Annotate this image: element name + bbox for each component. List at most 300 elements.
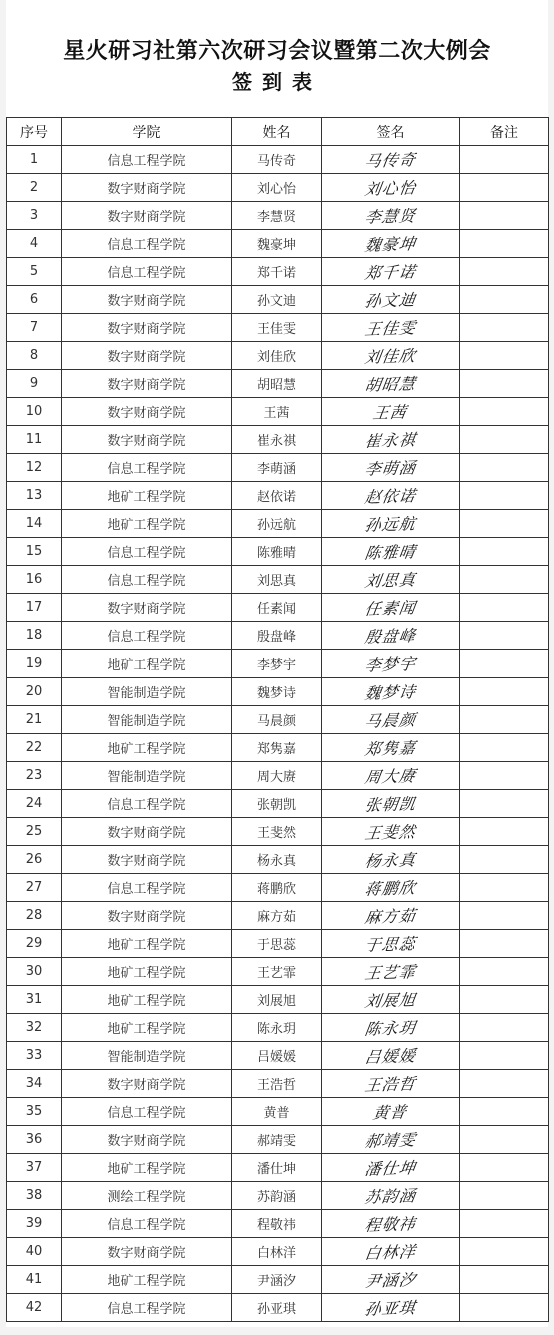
row-college-cell: 数字财商学院 — [62, 314, 232, 342]
row-name-cell: 黄普 — [232, 1098, 322, 1126]
column-header-name: 姓名 — [232, 118, 322, 146]
table-row — [7, 1042, 549, 1070]
row-college-cell: 数字财商学院 — [62, 594, 232, 622]
row-seq-cell: 35 — [7, 1098, 62, 1126]
row-college-cell: 地矿工程学院 — [62, 650, 232, 678]
row-seq-cell: 1 — [7, 146, 62, 174]
row-signature-cell — [322, 370, 460, 398]
row-signature-cell — [322, 762, 460, 790]
handwritten-signature: 刘思真 — [363, 570, 418, 591]
row-name-cell: 陈雅晴 — [232, 538, 322, 566]
row-remark-cell — [460, 1154, 549, 1182]
row-college-cell: 测绘工程学院 — [62, 1182, 232, 1210]
row-seq-cell: 13 — [7, 482, 62, 510]
row-college-cell: 地矿工程学院 — [62, 482, 232, 510]
handwritten-signature: 马晨颜 — [363, 710, 418, 731]
row-seq-cell: 24 — [7, 790, 62, 818]
table-row — [7, 762, 549, 790]
row-seq-cell: 12 — [7, 454, 62, 482]
row-remark-cell — [460, 622, 549, 650]
table-row — [7, 706, 549, 734]
row-remark-cell — [460, 258, 549, 286]
row-name-cell: 张朝凯 — [232, 790, 322, 818]
row-seq-cell: 2 — [7, 174, 62, 202]
table-row — [7, 230, 549, 258]
row-remark-cell — [460, 538, 549, 566]
handwritten-signature: 魏豪坤 — [363, 234, 418, 255]
table-row — [7, 1154, 549, 1182]
row-name-cell: 郑千诺 — [232, 258, 322, 286]
row-remark-cell — [460, 594, 549, 622]
table-row — [7, 846, 549, 874]
row-remark-cell — [460, 314, 549, 342]
row-remark-cell — [460, 706, 549, 734]
row-name-cell: 魏梦诗 — [232, 678, 322, 706]
row-seq-cell: 7 — [7, 314, 62, 342]
row-remark-cell — [460, 286, 549, 314]
row-college-cell: 地矿工程学院 — [62, 930, 232, 958]
row-seq-cell: 22 — [7, 734, 62, 762]
handwritten-signature: 吕媛媛 — [363, 1046, 418, 1067]
row-remark-cell — [460, 230, 549, 258]
row-name-cell: 蒋鹏欣 — [232, 874, 322, 902]
table-row — [7, 370, 549, 398]
row-remark-cell — [460, 874, 549, 902]
row-name-cell: 郑隽嘉 — [232, 734, 322, 762]
handwritten-signature: 王斐然 — [363, 822, 418, 843]
row-name-cell: 王斐然 — [232, 818, 322, 846]
row-signature-cell — [322, 706, 460, 734]
handwritten-signature: 孙文迪 — [363, 290, 418, 311]
row-signature-cell — [322, 846, 460, 874]
row-signature-cell — [322, 1070, 460, 1098]
table-header-row — [7, 118, 549, 146]
table-row — [7, 1294, 549, 1322]
row-signature-cell — [322, 1126, 460, 1154]
row-remark-cell — [460, 650, 549, 678]
row-seq-cell: 29 — [7, 930, 62, 958]
page-edge-bottom — [0, 1327, 554, 1335]
table-row — [7, 1238, 549, 1266]
row-signature-cell — [322, 874, 460, 902]
row-signature-cell — [322, 566, 460, 594]
row-name-cell: 殷盘峰 — [232, 622, 322, 650]
column-header-signature: 签名 — [322, 118, 460, 146]
row-remark-cell — [460, 1042, 549, 1070]
column-header-remark: 备注 — [460, 118, 549, 146]
row-name-cell: 孙文迪 — [232, 286, 322, 314]
table-row — [7, 790, 549, 818]
row-name-cell: 李梦宇 — [232, 650, 322, 678]
row-college-cell: 信息工程学院 — [62, 538, 232, 566]
row-name-cell: 杨永真 — [232, 846, 322, 874]
row-signature-cell — [322, 258, 460, 286]
table-row — [7, 930, 549, 958]
row-signature-cell — [322, 1154, 460, 1182]
row-college-cell: 智能制造学院 — [62, 706, 232, 734]
handwritten-signature: 尹涵汐 — [363, 1270, 418, 1291]
row-college-cell: 地矿工程学院 — [62, 1266, 232, 1294]
row-seq-cell: 32 — [7, 1014, 62, 1042]
row-signature-cell — [322, 1294, 460, 1322]
row-remark-cell — [460, 370, 549, 398]
row-name-cell: 苏韵涵 — [232, 1182, 322, 1210]
row-signature-cell — [322, 174, 460, 202]
row-signature-cell — [322, 958, 460, 986]
row-seq-cell: 4 — [7, 230, 62, 258]
row-college-cell: 数字财商学院 — [62, 902, 232, 930]
row-seq-cell: 41 — [7, 1266, 62, 1294]
row-seq-cell: 15 — [7, 538, 62, 566]
row-remark-cell — [460, 566, 549, 594]
handwritten-signature: 陈雅晴 — [363, 542, 418, 563]
table-body — [7, 146, 549, 1322]
row-signature-cell — [322, 1210, 460, 1238]
row-signature-cell — [322, 1182, 460, 1210]
row-seq-cell: 27 — [7, 874, 62, 902]
handwritten-signature: 郝靖雯 — [363, 1130, 418, 1151]
row-remark-cell — [460, 174, 549, 202]
table-row — [7, 538, 549, 566]
row-remark-cell — [460, 1014, 549, 1042]
handwritten-signature: 王艺霏 — [363, 962, 418, 983]
table-row — [7, 1014, 549, 1042]
row-seq-cell: 5 — [7, 258, 62, 286]
row-signature-cell — [322, 678, 460, 706]
row-seq-cell: 20 — [7, 678, 62, 706]
row-signature-cell — [322, 930, 460, 958]
row-college-cell: 数字财商学院 — [62, 1238, 232, 1266]
handwritten-signature: 魏梦诗 — [363, 682, 418, 703]
row-college-cell: 信息工程学院 — [62, 146, 232, 174]
table-row — [7, 1070, 549, 1098]
row-seq-cell: 14 — [7, 510, 62, 538]
row-name-cell: 王浩哲 — [232, 1070, 322, 1098]
row-seq-cell: 40 — [7, 1238, 62, 1266]
row-signature-cell — [322, 902, 460, 930]
row-remark-cell — [460, 1210, 549, 1238]
row-name-cell: 麻方茹 — [232, 902, 322, 930]
handwritten-signature: 郑隽嘉 — [363, 738, 418, 759]
handwritten-signature: 蒋鹏欣 — [363, 878, 418, 899]
row-seq-cell: 34 — [7, 1070, 62, 1098]
row-college-cell: 数字财商学院 — [62, 174, 232, 202]
table-row — [7, 454, 549, 482]
handwritten-signature: 李萌涵 — [363, 458, 418, 479]
row-college-cell: 信息工程学院 — [62, 622, 232, 650]
row-remark-cell — [460, 958, 549, 986]
handwritten-signature: 郑千诺 — [363, 262, 418, 283]
row-remark-cell — [460, 846, 549, 874]
row-signature-cell — [322, 314, 460, 342]
row-remark-cell — [460, 1294, 549, 1322]
row-seq-cell: 11 — [7, 426, 62, 454]
row-seq-cell: 25 — [7, 818, 62, 846]
row-signature-cell — [322, 342, 460, 370]
handwritten-signature: 白林洋 — [363, 1242, 418, 1263]
row-signature-cell — [322, 146, 460, 174]
row-college-cell: 智能制造学院 — [62, 1042, 232, 1070]
handwritten-signature: 王茜 — [371, 402, 409, 423]
row-college-cell: 信息工程学院 — [62, 230, 232, 258]
handwritten-signature: 胡昭慧 — [363, 374, 418, 395]
row-college-cell: 数字财商学院 — [62, 342, 232, 370]
row-remark-cell — [460, 1266, 549, 1294]
row-seq-cell: 21 — [7, 706, 62, 734]
handwritten-signature: 程敬祎 — [363, 1214, 418, 1235]
handwritten-signature: 崔永祺 — [363, 430, 418, 451]
row-remark-cell — [460, 202, 549, 230]
handwritten-signature: 王浩哲 — [363, 1074, 418, 1095]
row-seq-cell: 3 — [7, 202, 62, 230]
table-row — [7, 650, 549, 678]
table-row — [7, 566, 549, 594]
table-row — [7, 622, 549, 650]
row-remark-cell — [460, 454, 549, 482]
table-row — [7, 1210, 549, 1238]
row-name-cell: 王艺霏 — [232, 958, 322, 986]
row-signature-cell — [322, 482, 460, 510]
row-college-cell: 信息工程学院 — [62, 454, 232, 482]
table-row — [7, 678, 549, 706]
column-header-college: 学院 — [62, 118, 232, 146]
table-row — [7, 594, 549, 622]
handwritten-signature: 马传奇 — [363, 150, 418, 171]
row-signature-cell — [322, 510, 460, 538]
table-row — [7, 818, 549, 846]
table-row — [7, 426, 549, 454]
handwritten-signature: 赵依诺 — [363, 486, 418, 507]
row-seq-cell: 38 — [7, 1182, 62, 1210]
row-remark-cell — [460, 734, 549, 762]
row-college-cell: 智能制造学院 — [62, 678, 232, 706]
row-remark-cell — [460, 1070, 549, 1098]
row-signature-cell — [322, 650, 460, 678]
row-name-cell: 程敬祎 — [232, 1210, 322, 1238]
row-remark-cell — [460, 930, 549, 958]
row-seq-cell: 33 — [7, 1042, 62, 1070]
row-name-cell: 周大赓 — [232, 762, 322, 790]
row-name-cell: 刘展旭 — [232, 986, 322, 1014]
row-name-cell: 王佳雯 — [232, 314, 322, 342]
table-row — [7, 874, 549, 902]
row-college-cell: 地矿工程学院 — [62, 986, 232, 1014]
table-row — [7, 482, 549, 510]
handwritten-signature: 苏韵涵 — [363, 1186, 418, 1207]
row-seq-cell: 9 — [7, 370, 62, 398]
row-signature-cell — [322, 1266, 460, 1294]
handwritten-signature: 潘仕坤 — [363, 1158, 418, 1179]
row-name-cell: 尹涵汐 — [232, 1266, 322, 1294]
row-college-cell: 信息工程学院 — [62, 1098, 232, 1126]
row-signature-cell — [322, 734, 460, 762]
row-college-cell: 数字财商学院 — [62, 1126, 232, 1154]
row-seq-cell: 36 — [7, 1126, 62, 1154]
row-remark-cell — [460, 1098, 549, 1126]
handwritten-signature: 陈永玥 — [363, 1018, 418, 1039]
table-row — [7, 342, 549, 370]
handwritten-signature: 王佳雯 — [363, 318, 418, 339]
table-row — [7, 1126, 549, 1154]
row-name-cell: 胡昭慧 — [232, 370, 322, 398]
row-seq-cell: 26 — [7, 846, 62, 874]
handwritten-signature: 麻方茹 — [363, 906, 418, 927]
row-seq-cell: 16 — [7, 566, 62, 594]
table-row — [7, 146, 549, 174]
row-signature-cell — [322, 286, 460, 314]
row-college-cell: 信息工程学院 — [62, 790, 232, 818]
handwritten-signature: 周大赓 — [363, 766, 418, 787]
row-college-cell: 信息工程学院 — [62, 874, 232, 902]
row-seq-cell: 42 — [7, 1294, 62, 1322]
table-row — [7, 258, 549, 286]
table-row — [7, 202, 549, 230]
row-college-cell: 信息工程学院 — [62, 258, 232, 286]
row-name-cell: 孙亚琪 — [232, 1294, 322, 1322]
row-signature-cell — [322, 454, 460, 482]
row-remark-cell — [460, 902, 549, 930]
row-name-cell: 潘仕坤 — [232, 1154, 322, 1182]
table-row — [7, 986, 549, 1014]
row-college-cell: 数字财商学院 — [62, 1070, 232, 1098]
handwritten-signature: 黄普 — [371, 1102, 409, 1123]
row-name-cell: 王茜 — [232, 398, 322, 426]
column-header-seq: 序号 — [7, 118, 62, 146]
row-remark-cell — [460, 482, 549, 510]
row-college-cell: 信息工程学院 — [62, 1210, 232, 1238]
row-college-cell: 地矿工程学院 — [62, 510, 232, 538]
row-name-cell: 刘心怡 — [232, 174, 322, 202]
row-remark-cell — [460, 342, 549, 370]
row-signature-cell — [322, 790, 460, 818]
row-remark-cell — [460, 678, 549, 706]
row-college-cell: 数字财商学院 — [62, 426, 232, 454]
row-remark-cell — [460, 398, 549, 426]
row-college-cell: 数字财商学院 — [62, 202, 232, 230]
row-signature-cell — [322, 1238, 460, 1266]
row-college-cell: 数字财商学院 — [62, 818, 232, 846]
handwritten-signature: 孙亚琪 — [363, 1298, 418, 1319]
row-name-cell: 马传奇 — [232, 146, 322, 174]
row-remark-cell — [460, 510, 549, 538]
row-signature-cell — [322, 398, 460, 426]
table-row — [7, 958, 549, 986]
row-college-cell: 地矿工程学院 — [62, 1154, 232, 1182]
row-seq-cell: 39 — [7, 1210, 62, 1238]
table-row — [7, 734, 549, 762]
handwritten-signature: 刘心怡 — [363, 178, 418, 199]
row-signature-cell — [322, 426, 460, 454]
attendance-table — [6, 117, 549, 1322]
row-remark-cell — [460, 1126, 549, 1154]
row-college-cell: 智能制造学院 — [62, 762, 232, 790]
row-name-cell: 魏豪坤 — [232, 230, 322, 258]
handwritten-signature: 孙远航 — [363, 514, 418, 535]
row-signature-cell — [322, 1098, 460, 1126]
row-college-cell: 信息工程学院 — [62, 1294, 232, 1322]
row-name-cell: 白林洋 — [232, 1238, 322, 1266]
row-seq-cell: 37 — [7, 1154, 62, 1182]
row-seq-cell: 30 — [7, 958, 62, 986]
table-row — [7, 398, 549, 426]
row-seq-cell: 18 — [7, 622, 62, 650]
row-seq-cell: 8 — [7, 342, 62, 370]
row-signature-cell — [322, 1014, 460, 1042]
row-college-cell: 数字财商学院 — [62, 398, 232, 426]
row-college-cell: 地矿工程学院 — [62, 958, 232, 986]
row-name-cell: 任素闻 — [232, 594, 322, 622]
handwritten-signature: 刘展旭 — [363, 990, 418, 1011]
row-name-cell: 吕媛媛 — [232, 1042, 322, 1070]
row-name-cell: 李慧贤 — [232, 202, 322, 230]
row-name-cell: 李萌涵 — [232, 454, 322, 482]
row-name-cell: 赵依诺 — [232, 482, 322, 510]
table-row — [7, 314, 549, 342]
table-row — [7, 1266, 549, 1294]
row-name-cell: 崔永祺 — [232, 426, 322, 454]
row-college-cell: 数字财商学院 — [62, 370, 232, 398]
row-remark-cell — [460, 146, 549, 174]
row-name-cell: 刘佳欣 — [232, 342, 322, 370]
row-seq-cell: 19 — [7, 650, 62, 678]
row-college-cell: 地矿工程学院 — [62, 1014, 232, 1042]
row-remark-cell — [460, 426, 549, 454]
row-signature-cell — [322, 986, 460, 1014]
row-seq-cell: 23 — [7, 762, 62, 790]
handwritten-signature: 张朝凯 — [363, 794, 418, 815]
row-name-cell: 于思蕊 — [232, 930, 322, 958]
handwritten-signature: 任素闻 — [363, 598, 418, 619]
handwritten-signature: 刘佳欣 — [363, 346, 418, 367]
handwritten-signature: 于思蕊 — [363, 934, 418, 955]
handwritten-signature: 杨永真 — [363, 850, 418, 871]
row-remark-cell — [460, 986, 549, 1014]
table-row — [7, 1098, 549, 1126]
document-title: 星火研习社第六次研习会议暨第二次大例会 — [63, 38, 491, 64]
row-seq-cell: 10 — [7, 398, 62, 426]
table-row — [7, 286, 549, 314]
row-seq-cell: 6 — [7, 286, 62, 314]
table-row — [7, 902, 549, 930]
row-seq-cell: 28 — [7, 902, 62, 930]
row-remark-cell — [460, 818, 549, 846]
row-college-cell: 数字财商学院 — [62, 846, 232, 874]
row-name-cell: 郝靖雯 — [232, 1126, 322, 1154]
row-signature-cell — [322, 230, 460, 258]
row-signature-cell — [322, 594, 460, 622]
row-signature-cell — [322, 622, 460, 650]
row-college-cell: 数字财商学院 — [62, 286, 232, 314]
row-name-cell: 陈永玥 — [232, 1014, 322, 1042]
handwritten-signature: 李慧贤 — [363, 206, 418, 227]
document-subtitle: 签到表 — [232, 70, 322, 94]
handwritten-signature: 李梦宇 — [363, 654, 418, 675]
table-row — [7, 174, 549, 202]
row-signature-cell — [322, 538, 460, 566]
row-name-cell: 孙远航 — [232, 510, 322, 538]
row-name-cell: 马晨颜 — [232, 706, 322, 734]
row-signature-cell — [322, 202, 460, 230]
row-remark-cell — [460, 790, 549, 818]
table-row — [7, 510, 549, 538]
row-name-cell: 刘思真 — [232, 566, 322, 594]
row-college-cell: 地矿工程学院 — [62, 734, 232, 762]
table-row — [7, 1182, 549, 1210]
row-college-cell: 信息工程学院 — [62, 566, 232, 594]
row-signature-cell — [322, 1042, 460, 1070]
row-signature-cell — [322, 818, 460, 846]
row-remark-cell — [460, 1182, 549, 1210]
